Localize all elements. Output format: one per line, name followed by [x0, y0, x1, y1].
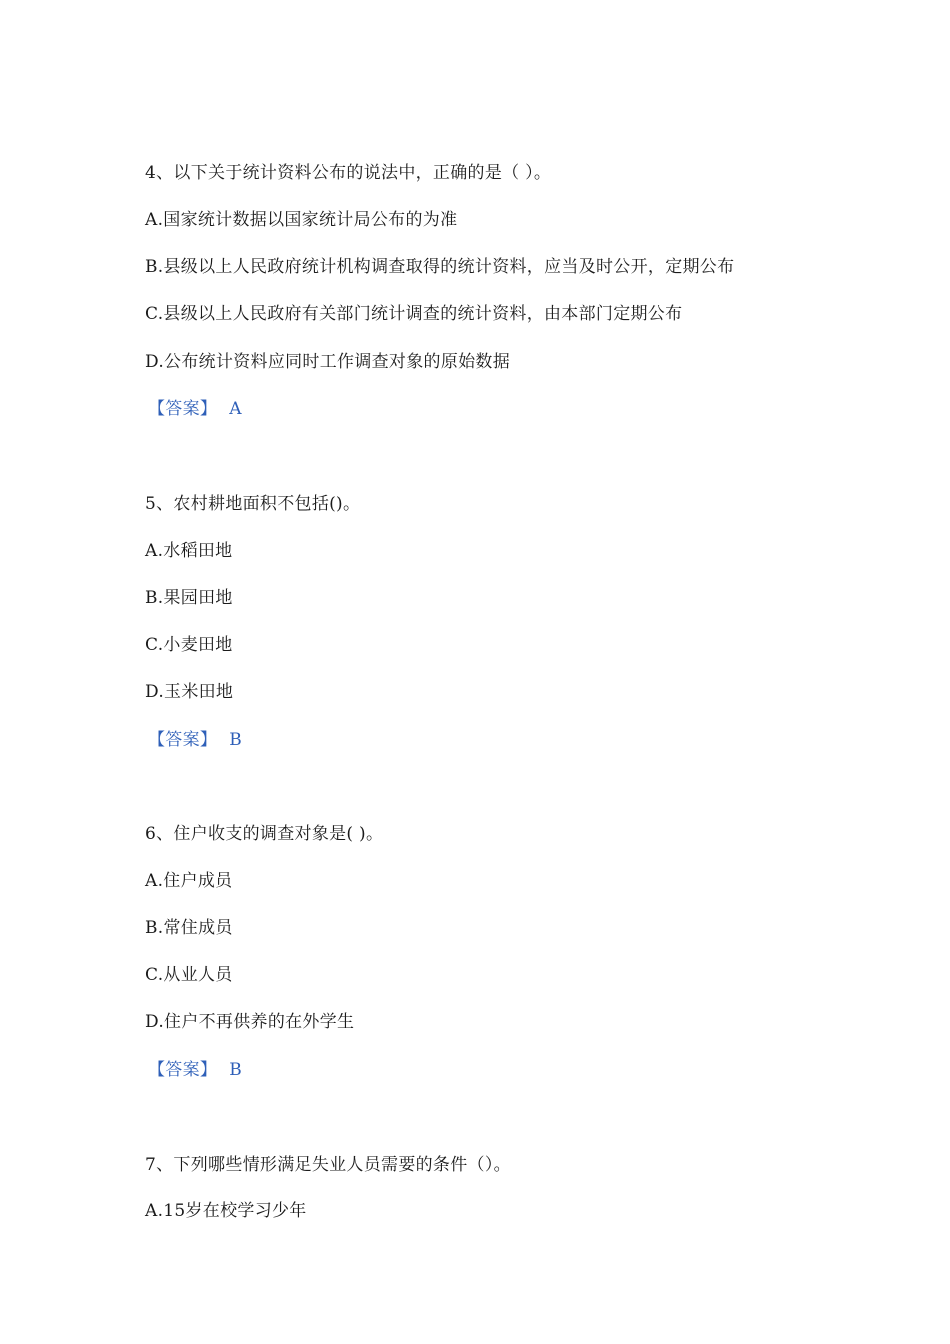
answer-value: B	[229, 1060, 242, 1080]
question-4-stem: 4、以下关于统计资料公布的说法中，正确的是（ ）。	[145, 163, 552, 183]
question-5-option-a: A.水稻田地	[145, 541, 233, 561]
question-4-option-b: B.县级以上人民政府统计机构调查取得的统计资料，应当及时公开，定期公布	[145, 257, 735, 277]
question-5-answer	[148, 728, 242, 752]
question-6-option-d: D.住户不再供养的在外学生	[145, 1012, 355, 1032]
question-4-answer	[148, 397, 242, 421]
question-6-stem: 6、住户收支的调查对象是( )。	[145, 824, 384, 844]
answer-label: 【答案】	[148, 1060, 218, 1080]
question-5-option-d: D.玉米田地	[145, 682, 234, 702]
question-7-option-a: A.15岁在校学习少年	[145, 1201, 307, 1221]
answer-value: B	[229, 730, 242, 750]
answer-label: 【答案】	[148, 399, 218, 419]
question-5-stem: 5、农村耕地面积不包括()。	[145, 494, 361, 514]
question-6-option-a: A.住户成员	[145, 871, 233, 891]
answer-label: 【答案】	[148, 730, 218, 750]
question-6-answer	[148, 1058, 242, 1082]
question-7-stem: 7、下列哪些情形满足失业人员需要的条件（）。	[145, 1155, 511, 1175]
question-6-option-c: C.从业人员	[145, 965, 233, 985]
question-4-option-a: A.国家统计数据以国家统计局公布的为准	[145, 210, 458, 230]
answer-value: A	[229, 399, 242, 419]
question-4-option-c: C.县级以上人民政府有关部门统计调查的统计资料，由本部门定期公布	[145, 304, 683, 324]
question-5-option-c: C.小麦田地	[145, 635, 233, 655]
question-5-option-b: B.果园田地	[145, 588, 233, 608]
question-4-option-d: D.公布统计资料应同时工作调查对象的原始数据	[145, 352, 511, 372]
question-6-option-b: B.常住成员	[145, 918, 233, 938]
